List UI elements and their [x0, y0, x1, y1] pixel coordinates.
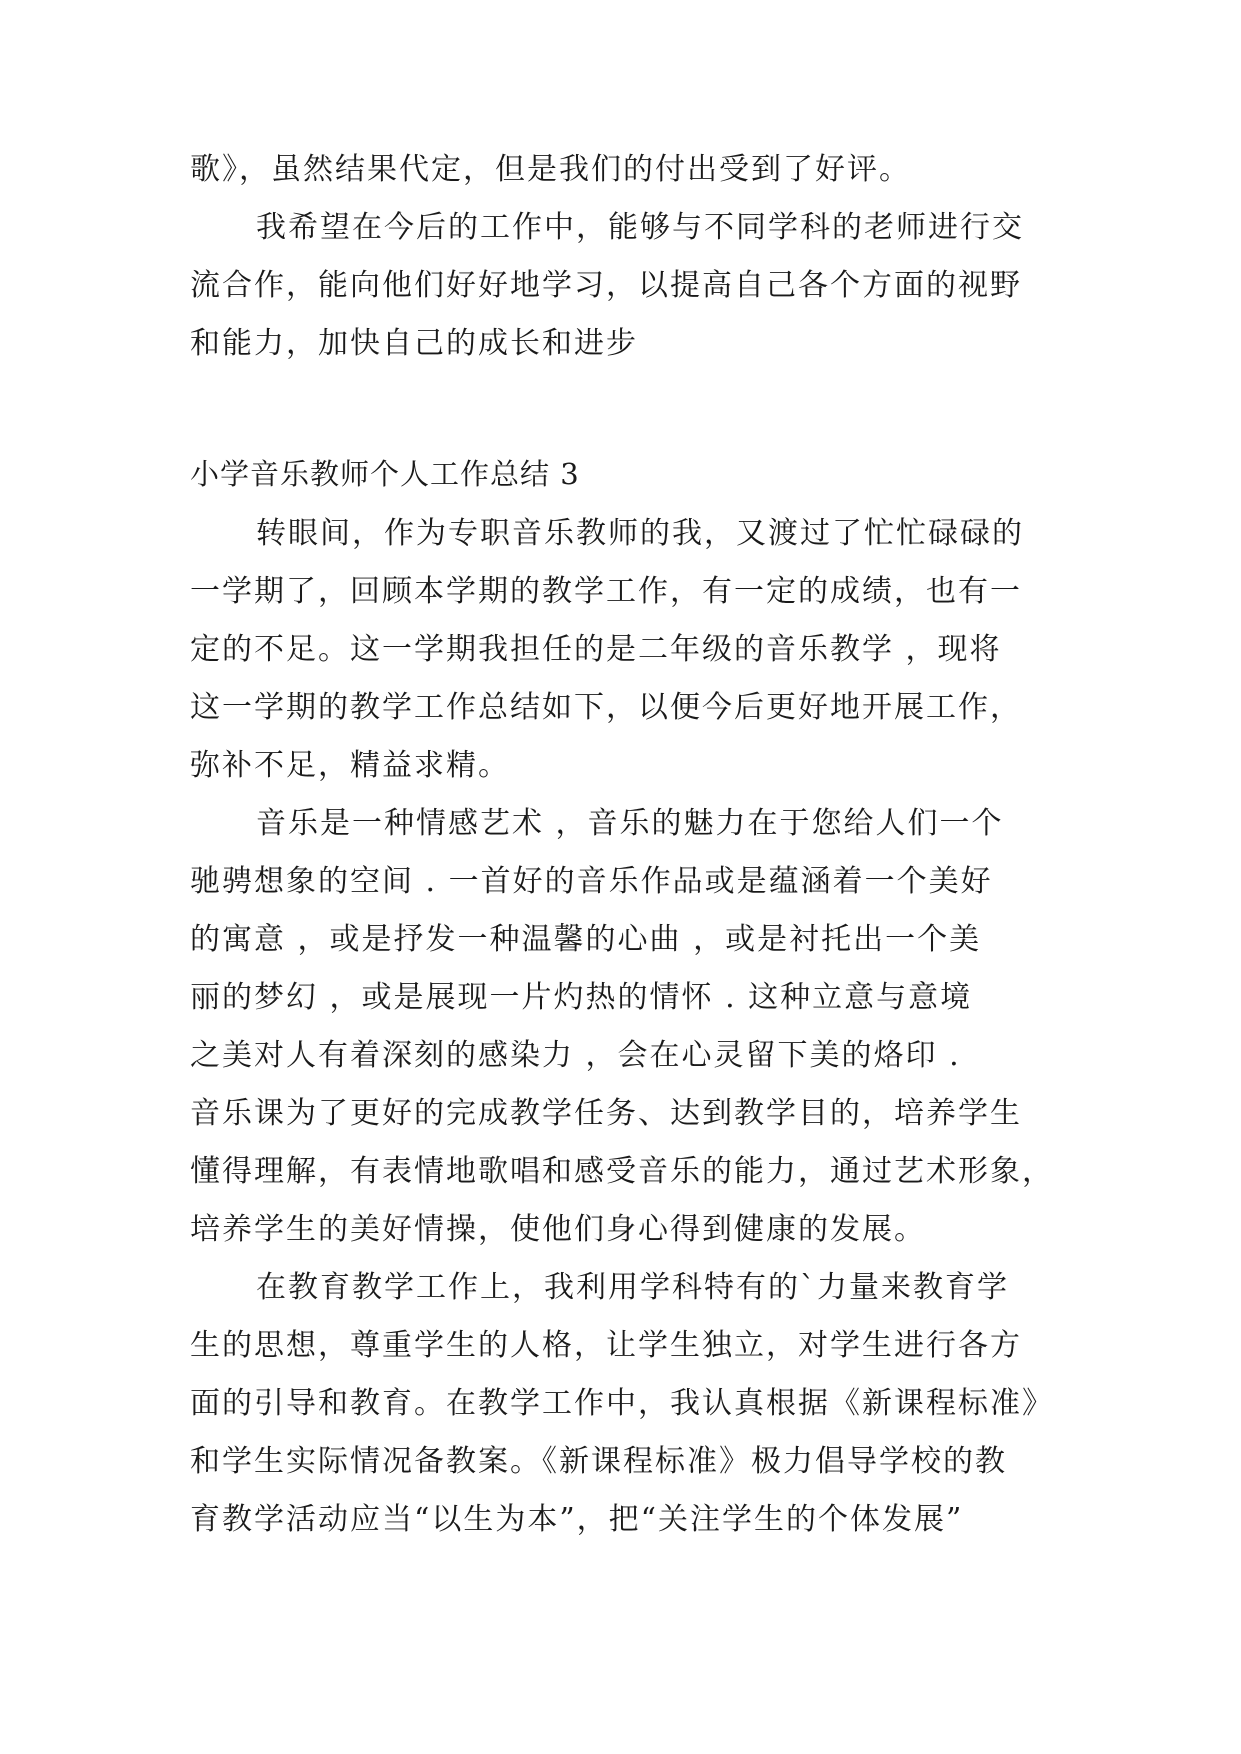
text-line: 一学期了，回顾本学期的教学工作，有一定的成绩，也有一 [190, 574, 1022, 609]
text-line: 懂得理解，有表情地歌唱和感受音乐的能力，通过艺术形象， [190, 1154, 1054, 1189]
text-line: 弥补不足，精益求精。 [190, 748, 510, 783]
text-line: 转眼间，作为专职音乐教师的我，又渡过了忙忙碌碌的 [256, 516, 1024, 551]
text-line: 育教学活动应当“以生为本”，把“关注学生的个体发展” [190, 1502, 964, 1537]
text-line: 面的引导和教育。在教学工作中，我认真根据《新课程标准》 [190, 1386, 1054, 1421]
text-line: 音乐是一种情感艺术 ，音乐的魅力在于您给人们一个 [256, 806, 1004, 841]
text-line: 音乐课为了更好的完成教学任务、达到教学目的，培养学生 [190, 1096, 1022, 1131]
text-line: 生的思想，尊重学生的人格，让学生独立，对学生进行各方 [190, 1328, 1022, 1363]
text-line: 这一学期的教学工作总结如下，以便今后更好地开展工作， [190, 690, 1022, 725]
text-line: 和学生实际情况备教案。《新课程标准》极力倡导学校的教 [190, 1444, 1007, 1479]
text-line: 在教育教学工作上，我利用学科特有的`力量来教育学 [256, 1270, 1009, 1305]
text-line: 丽的梦幻 ，或是展现一片灼热的情怀 . 这种立意与意境 [190, 980, 973, 1015]
text-line: 的寓意 ，或是抒发一种温馨的心曲 ，或是衬托出一个美 [190, 922, 982, 957]
paragraph-block-top [190, 141, 1070, 373]
paragraph-block-main [190, 505, 1070, 1549]
text-line: 和能力，加快自己的成长和进步 [190, 326, 638, 361]
text-line: 驰骋想象的空间 . 一首好的音乐作品或是蕴涵着一个美好 [190, 864, 993, 899]
text-line: 流合作，能向他们好好地学习，以提高自己各个方面的视野 [190, 268, 1022, 303]
text-line: 我希望在今后的工作中，能够与不同学科的老师进行交 [256, 210, 1024, 245]
text-line: 之美对人有着深刻的感染力 ，会在心灵留下美的烙印 . [190, 1038, 961, 1073]
text-line: 定的不足。这一学期我担任的是二年级的音乐教学 ，现将 [190, 632, 1002, 667]
text-line: 歌》，虽然结果代定，但是我们的付出受到了好评。 [190, 152, 911, 187]
text-line: 培养学生的美好情操，使他们身心得到健康的发展。 [190, 1212, 926, 1247]
section-title: 小学音乐教师个人工作总结 3 [190, 457, 580, 491]
